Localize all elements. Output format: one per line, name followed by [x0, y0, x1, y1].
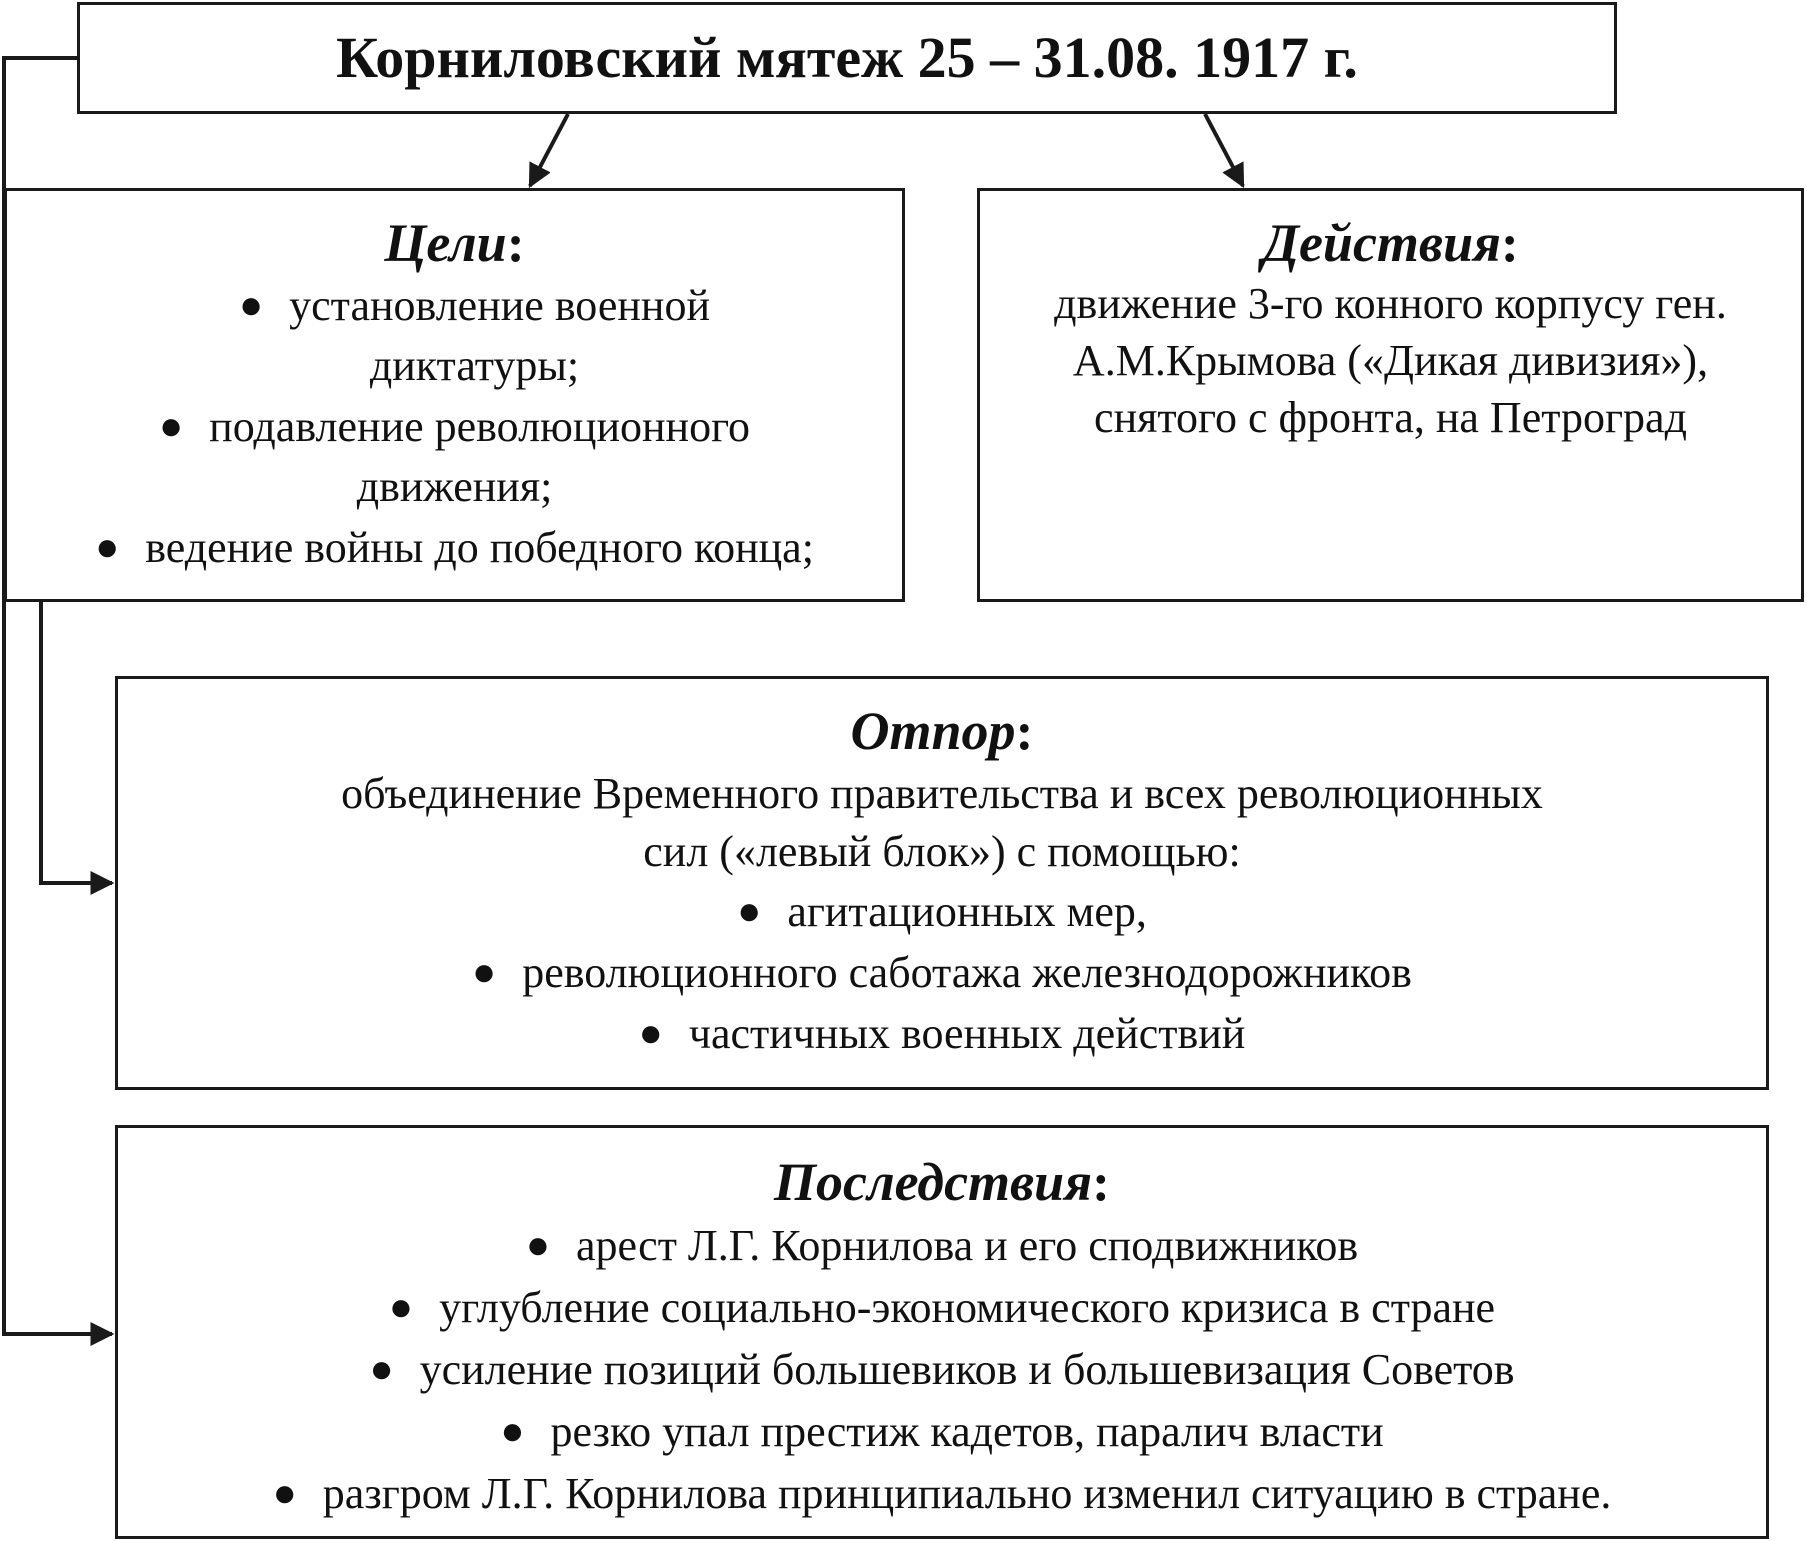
bullet-icon: ● — [388, 1284, 414, 1329]
goals-list — [7, 275, 902, 578]
consequences-box — [115, 1125, 1769, 1539]
bullet-icon: ● — [638, 1010, 663, 1055]
resistance-box — [115, 676, 1769, 1090]
resistance-item: ● частичных военных действий — [638, 1009, 1246, 1058]
actions-text: движение 3-го конного корпусу ген. А.М.Крымова («Дикая дивизия»), снятого с фронта, на Петроград — [1054, 279, 1727, 442]
consequences-list — [118, 1214, 1766, 1524]
arrow-to-actions — [1205, 114, 1243, 186]
resistance-item: ● агитационных мер, — [737, 887, 1147, 936]
consequences-item: ● разгром Л.Г. Корнилова принципиально изменил ситуацию в стране. — [272, 1469, 1612, 1518]
consequences-item: ● арест Л.Г. Корнилова и его сподвижников — [525, 1221, 1359, 1270]
bullet-icon: ● — [369, 1346, 394, 1391]
consequences-item: ● резко упал престиж кадетов, паралич власти — [500, 1407, 1384, 1456]
bullet-icon: ● — [272, 1470, 297, 1515]
bullet-icon: ● — [472, 949, 497, 994]
bullet-icon: ● — [158, 403, 184, 448]
resistance-list — [118, 881, 1766, 1064]
bullet-icon: ● — [525, 1222, 551, 1267]
consequences-item: ● углубление социально-экономического кризиса в стране — [388, 1283, 1496, 1332]
bullet-icon: ● — [238, 282, 264, 327]
resistance-heading: Отпор: — [850, 701, 1034, 761]
bullet-icon: ● — [737, 888, 762, 933]
goals-item: ● подавление революционного движения; — [158, 402, 751, 511]
consequences-heading: Последствия: — [773, 1152, 1111, 1212]
bullet-icon: ● — [500, 1408, 525, 1453]
arrow-to-goals — [530, 114, 568, 186]
actions-box — [977, 188, 1804, 602]
diagram-title: Корниловский мятеж 25 – 31.08. 1917 г. — [336, 25, 1358, 90]
bullet-icon: ● — [95, 524, 120, 569]
goals-box — [4, 188, 905, 602]
resistance-item: ● революционного саботажа железнодорожников — [472, 948, 1412, 997]
goals-item: ● установление военной диктатуры; — [238, 281, 711, 390]
actions-heading: Действия: — [1262, 213, 1519, 273]
title-box — [77, 2, 1617, 114]
resistance-text: объединение Временного правительства и всех революционных сил («левый блок») с помощью: — [341, 769, 1543, 876]
goals-item: ● ведение войны до победного конца; — [95, 523, 814, 572]
connector-goals-to-resistance — [41, 602, 112, 883]
goals-heading: Цели: — [384, 213, 525, 273]
consequences-item: ● усиление позиций большевиков и большевизация Советов — [369, 1345, 1515, 1394]
